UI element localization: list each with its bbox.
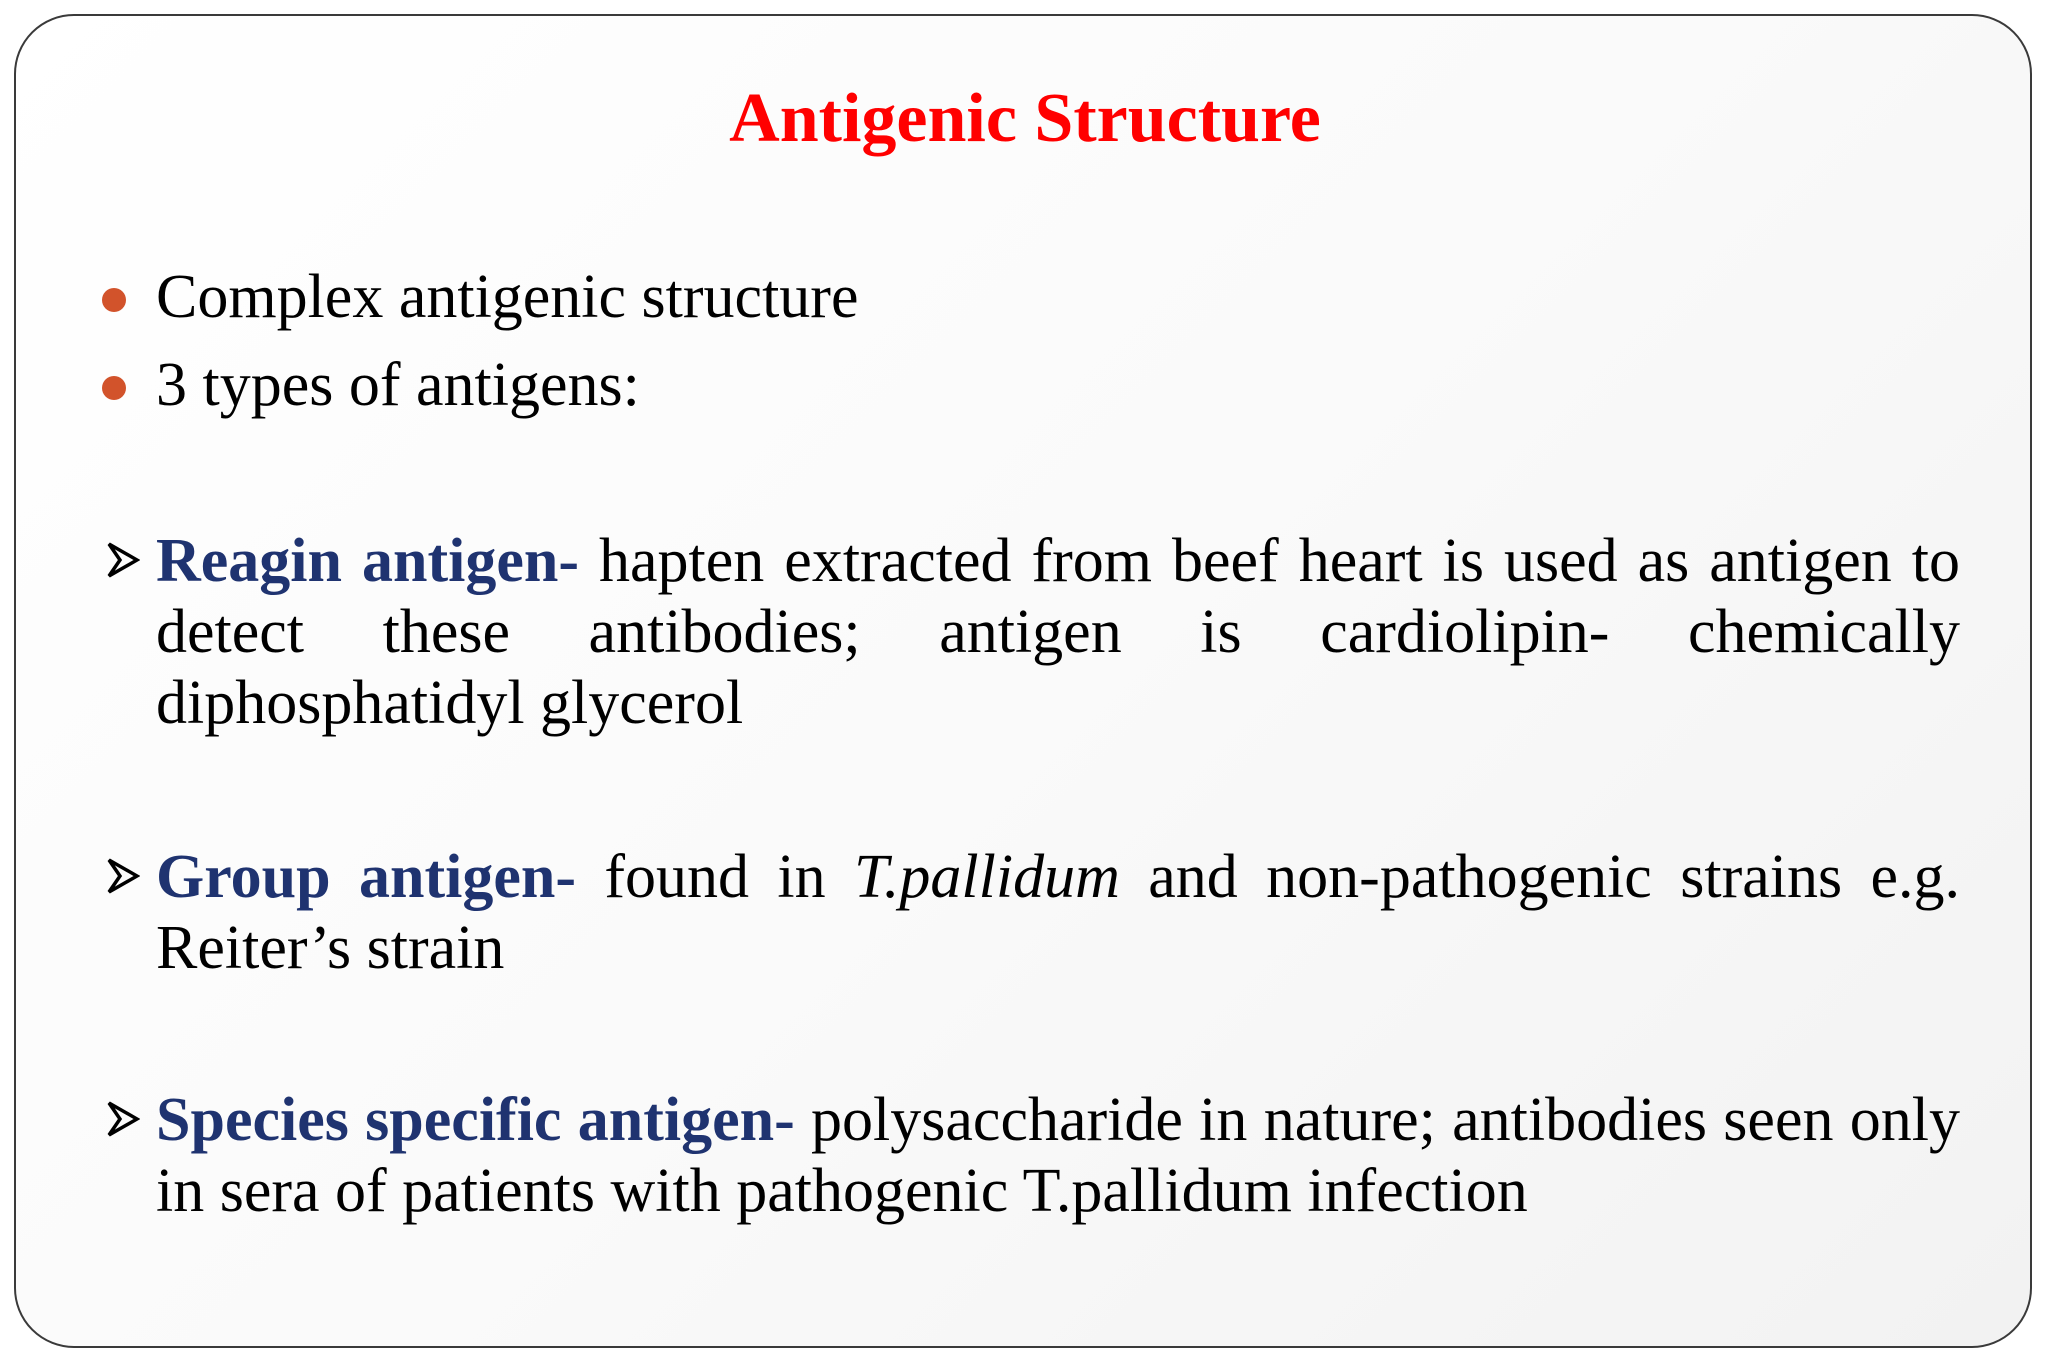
bullet-dot-icon xyxy=(102,288,126,312)
slide-title: Antigenic Structure xyxy=(729,80,1321,157)
species-specific-antigen-item xyxy=(106,1085,1960,1227)
antigen-description: and non-pathogenic strains e.g. Reiter’s strain xyxy=(156,843,1960,982)
reagin-antigen-text xyxy=(156,526,1960,739)
reagin-antigen-item xyxy=(106,526,1960,739)
arrowhead-icon xyxy=(106,540,140,580)
antigen-term: Reagin antigen- xyxy=(156,527,580,595)
antigen-term: Species specific antigen- xyxy=(156,1086,795,1154)
slide xyxy=(14,14,2032,1348)
antigen-term: Group antigen- xyxy=(156,843,576,911)
antigen-description: hapten extracted from beef heart is used as antigen to detect these antibodies; antigen is cardiolipin- chemically diphosphatidyl glycerol xyxy=(156,527,1961,737)
bullet-text: Complex antigenic structure xyxy=(156,263,859,331)
organism-name: T.pallidum xyxy=(854,843,1120,911)
bullet-dot-icon xyxy=(102,376,126,400)
bullet-list xyxy=(98,263,859,442)
group-antigen-text xyxy=(156,842,1960,984)
antigen-description: polysaccharide in nature; antibodies seen only in sera of patients with pathogenic T.pallidum infection xyxy=(156,1086,1960,1225)
antigen-description: found in xyxy=(575,843,855,911)
bullet-text: 3 types of antigens: xyxy=(156,351,640,419)
group-antigen-item xyxy=(106,842,1960,984)
species-specific-antigen-text xyxy=(156,1085,1960,1227)
bullet-item xyxy=(98,351,858,442)
arrowhead-icon xyxy=(106,1099,140,1139)
arrowhead-icon xyxy=(106,856,140,896)
bullet-item xyxy=(98,263,859,354)
